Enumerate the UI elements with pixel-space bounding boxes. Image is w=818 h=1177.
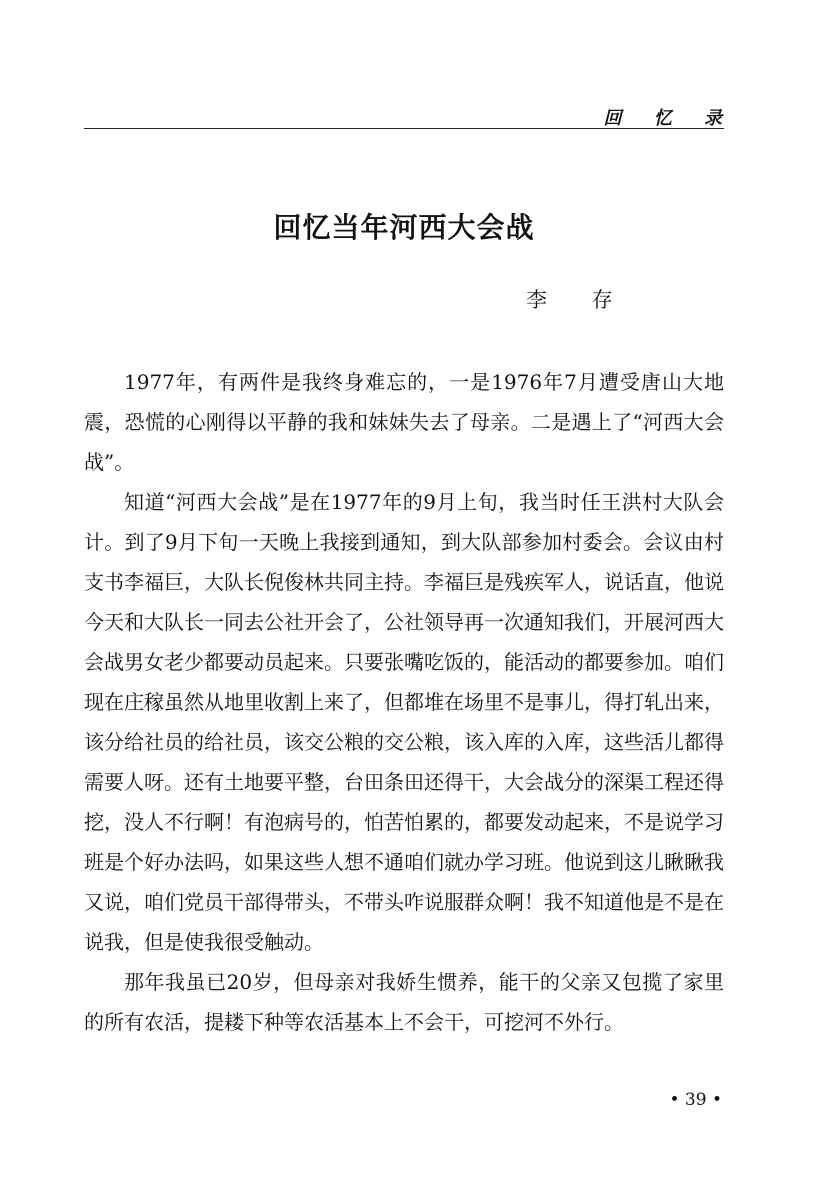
page-number: • 39 • (669, 1090, 722, 1110)
paragraph-1: 1977年，有两件是我终身难忘的，一是1976年7月遭受唐山大地震，恐慌的心刚得以平静的我和妹妹失去了母亲。二是遇上了“河西大会战”。 (84, 370, 724, 474)
paragraph-2: 知道“河西大会战”是在1977年的9月上旬，我当时任王洪村大队会计。到了9月下旬一天晚上我接到通知，到大队部参加村委会。会议由村支书李福巨，大队长倪俊林共同主持。李福巨是残疾军人，说话直，他说今天和大队长一同去公社开会了，公社领导再一次通知我们，开展河西大会战男女老少都要动员起来。只要张嘴吃饭的，能活动的都要参加。咱们现在庄稼虽然从地里收割上来了，但都堆在场里不是事儿，得打轧出来，该分给社员的给社员，该交公粮的交公粮，该入库的入库，这些活儿都得需要人呀。还有土地要平整，台田条田还得干，大会战分的深渠工程还得挖，没人不行啊！有泡病号的，怕苦怕累的，都要发动起来，不是说学习班是个好办法吗，如果这些人想不通咱们就办学习班。他说到这儿瞅瞅我又说，咱们党员干部得带头，不带头咋说服群众啊！我不知道他是不是在说我，但是使我很受触动。 (84, 490, 724, 954)
running-header (84, 100, 735, 130)
section-label: 回 忆 录 (603, 108, 735, 129)
article-title: 回忆当年河西大会战 (273, 211, 535, 244)
paragraph-3: 那年我虽已20岁，但母亲对我娇生惯养，能干的父亲又包揽了家里的所有农活，提耧下种等农活基本上不会干，可挖河不外行。 (84, 970, 724, 1034)
article-author: 李 存 (526, 288, 632, 312)
header-rule (84, 128, 724, 129)
article-body (84, 362, 724, 1042)
